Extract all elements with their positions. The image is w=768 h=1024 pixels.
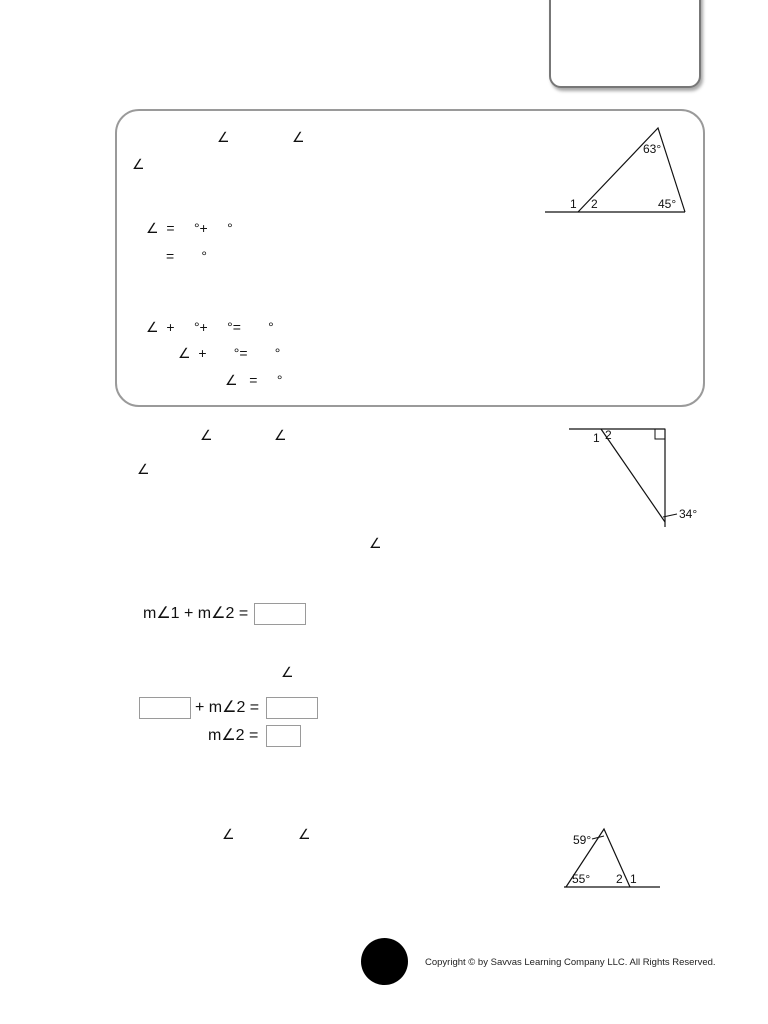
angle-label-1: 1 [593, 431, 600, 445]
equation-sum: m∠1 + m∠2 = [143, 605, 249, 622]
triangle-figure-3 [560, 822, 670, 894]
angle-label-2: 2 [591, 197, 598, 211]
answer-box[interactable] [266, 697, 318, 719]
example-equation-line-5: ∠ = ° [225, 372, 283, 388]
answer-box[interactable] [266, 725, 301, 747]
angle-symbol: ∠ [222, 826, 235, 842]
angle-symbol: ∠ [137, 461, 150, 477]
example-equation-line-2: = ° [166, 248, 208, 264]
angle-label-top: 63° [643, 142, 662, 156]
copyright-text: Copyright © by Savvas Learning Company LLC. All Rights Reserved. [425, 957, 716, 968]
angle-symbol: ∠ [281, 664, 294, 680]
equation-substitute: + m∠2 = [195, 699, 260, 716]
answer-box[interactable] [254, 603, 306, 625]
angle-label-1: 1 [630, 872, 637, 886]
page-number-circle [361, 938, 408, 985]
angle-symbol: ∠ [298, 826, 311, 842]
angle-symbol: ∠ [292, 129, 305, 145]
right-triangle-figure [565, 422, 705, 532]
example-equation-line-1: ∠ = °+ ° [146, 220, 233, 236]
angle-label-2: 2 [605, 428, 612, 442]
angle-symbol: ∠ [369, 535, 382, 551]
angle-label-34: 34° [679, 507, 698, 521]
angle-label-2: 2 [616, 872, 623, 886]
angle-symbol: ∠ [132, 156, 145, 172]
angle-symbol: ∠ [274, 427, 287, 443]
answer-box[interactable] [139, 697, 191, 719]
angle-symbol: ∠ [217, 129, 230, 145]
angle-label-59: 59° [573, 833, 592, 847]
angle-label-1: 1 [570, 197, 577, 211]
example-equation-line-3: ∠ + °+ °= ° [146, 319, 274, 335]
equation-solve: m∠2 = [208, 727, 259, 744]
page-tab-box [549, 0, 701, 88]
angle-label-55: 55° [572, 872, 591, 886]
angle-symbol: ∠ [200, 427, 213, 443]
example-equation-line-4: ∠ + °= ° [178, 345, 281, 361]
example-triangle-figure [540, 120, 700, 220]
angle-label-bottom-right: 45° [658, 197, 677, 211]
